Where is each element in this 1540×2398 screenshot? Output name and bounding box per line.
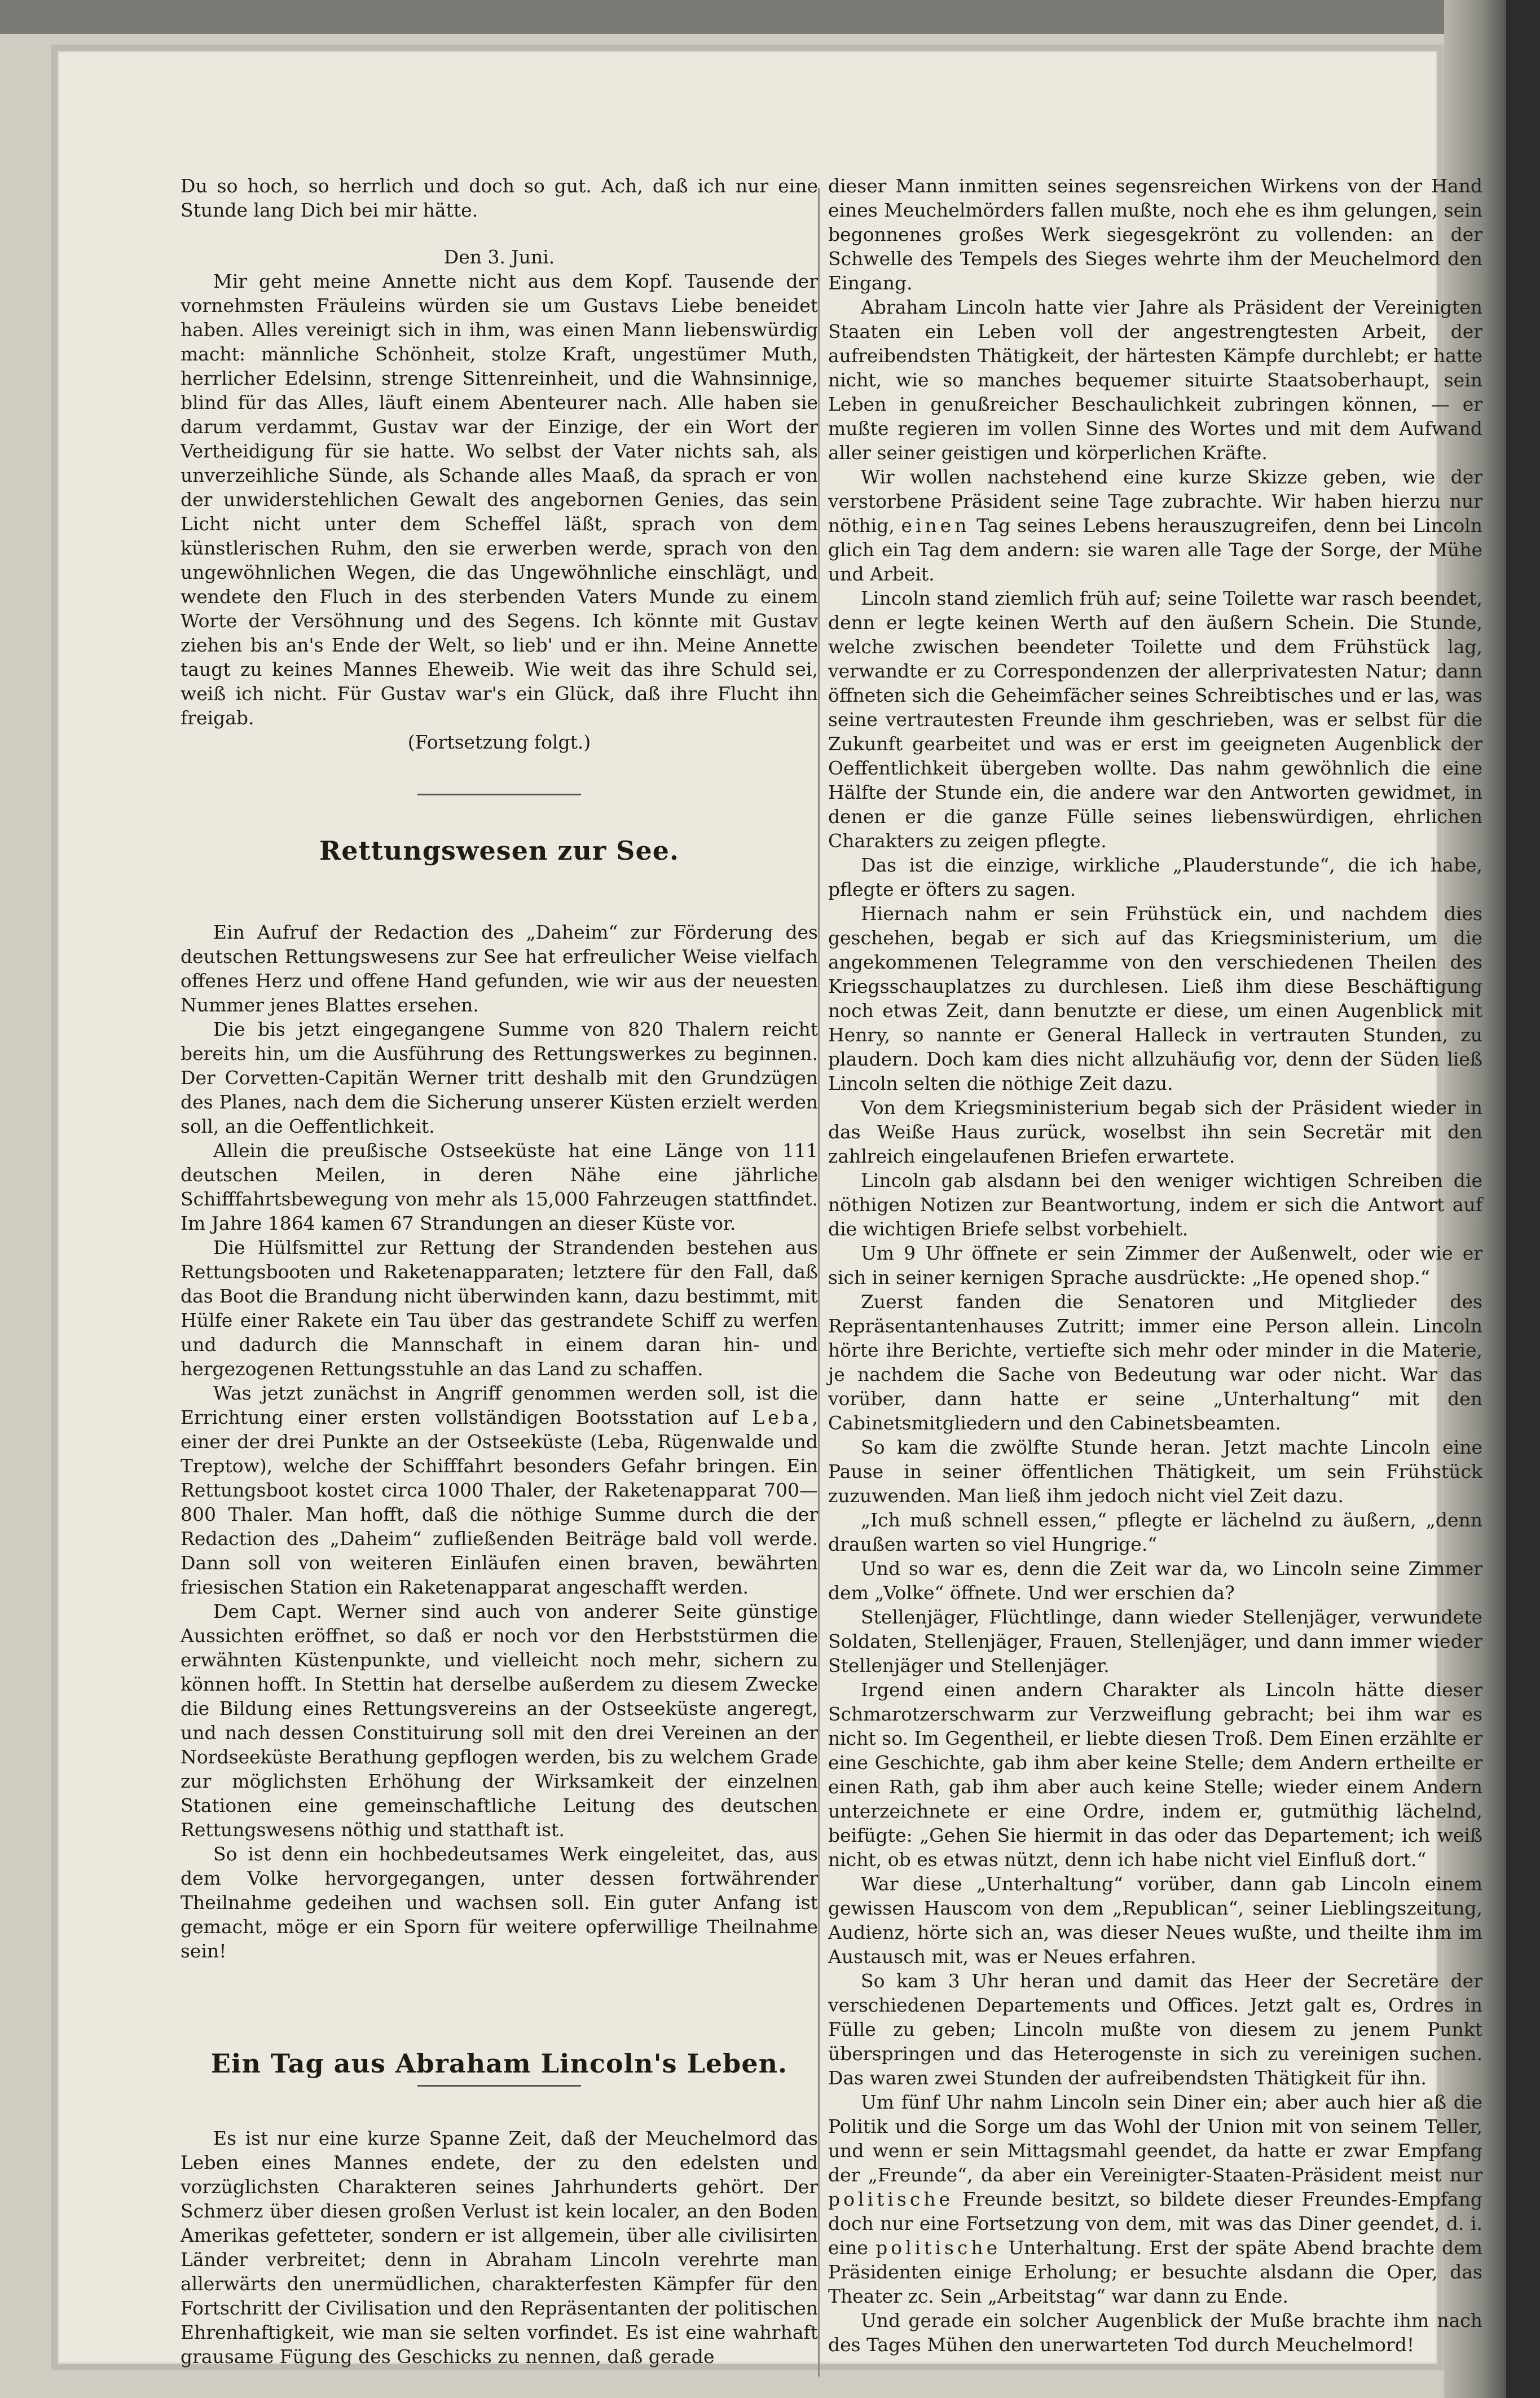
diary-paragraph: Mir geht meine Annette nicht aus dem Kopf. Tausende der vornehmsten Fräuleins würden sie um Gustavs Liebe beneidet haben. Alles vereinigt sich in ihm, was einen Mann liebenswürdig macht: männliche Schönheit, stolze Kraft, ungestümer Muth, herrlicher Edelsinn, strenge Sittenreinheit, und die Wahnsinnige, blind für das Alles, läuft einem Abenteurer nach. Alle haben sie darum verdammt, Gustav war der Einzige, der ein Wort der Vertheidigung für sie hatte. Wo selbst der Vater nichts sah, als unverzeihliche Sünde, als Schande alles Maaß, da sprach er von der unwiderstehlichen Gewalt des angebornen Genies, das sein Licht nicht unter dem Scheffel läßt, sprach von dem künstlerischen Ruhm, den sie erwerben werde, sprach von den ungewöhnlichen Wegen, die das Ungewöhnliche einschlägt, und wendete den Fluch in des sterbenden Vaters Munde zu einem Worte der Versöhnung und des Segens. Ich könnte mit Gustav ziehen bis an's Ende der Welt, so lieb' und er ihn. Meine Annette taugt zu keines Mannes Eheweib. Wie weit das ihre Schuld sei, weiß ich nicht. Für Gustav war's ein Glück, daß ihre Flucht ihn freigab. bbox=[181, 270, 818, 729]
lincoln-paragraph: Es ist nur eine kurze Spanne Zeit, daß der Meuchelmord das Leben eines Mannes endete, der zu den edelsten und vorzüglichsten Charakteren seines Jahrhunderts gehört. Der Schmerz über diesen großen Verlust ist kein localer, an den Boden Amerikas gefetteter, sondern er ist allgemein, über alle civilisirten Länder verbreitet; denn in Abraham Lincoln verehrte man allerwärts den unermüdlichen, charakterfesten Kämpfer für den Fortschritt der Civilisation und den Repräsentanten der politischen Ehrenhaftigkeit, wie man sie selten vorfindet. Es ist eine wahrhaft grausame Fügung des Geschicks zu nennen, daß gerade bbox=[181, 2127, 818, 2368]
text-run: Tag seines Lebens herauszugreifen, denn bei Lincoln glich ein Tag dem andern: sie waren alle Tage der Sorge, der Mühe und Arbeit. bbox=[828, 514, 1482, 585]
heading-underline bbox=[417, 2085, 581, 2087]
article-heading-lincoln: Ein Tag aus Abraham Lincoln's Leben. bbox=[210, 2048, 788, 2079]
section-divider bbox=[417, 794, 581, 795]
lincoln-paragraph: War diese „Unterhaltung“ vorüber, dann gab Lincoln einem gewissen Hauscom von dem „Republican“, seiner Lieblingszeitung, Audienz, hörte sich an, was dieser Neues wußte, und theilte ihm im Austausch mit, was er Neues erfahren. bbox=[828, 1873, 1482, 1968]
lincoln-paragraph: Stellenjäger, Flüchtlinge, dann wieder Stellenjäger, verwundete Soldaten, Stellenjäger, Frauen, Stellenjäger, und dann immer wieder Stellenjäger und Stellenjäger. bbox=[828, 1606, 1482, 1677]
rettung-paragraph bbox=[181, 1381, 818, 1599]
rettung-paragraph: So ist denn ein hochbedeutsames Werk eingeleitet, das, aus dem Volke hervorgegangen, unter dessen fortwährender Theilnahme gedeihen und wachsen soll. Ein guter Anfang ist gemacht, möge er ein Sporn für weitere opferwillige Theilnahme sein! bbox=[181, 1843, 818, 1962]
diary-date: Den 3. Juni. bbox=[443, 246, 555, 268]
rettung-paragraph: Die bis jetzt eingegangene Summe von 820 Thalern reicht bereits hin, um die Ausführung des Rettungswerkes zu beginnen. Der Corvetten-Capitän Werner tritt deshalb mit den Grundzügen des Planes, nach dem die Sicherung unserer Küsten erzielt werden soll, an die Oeffentlichkeit. bbox=[181, 1018, 818, 1137]
lincoln-paragraph: Um 9 Uhr öffnete er sein Zimmer der Außenwelt, oder wie er sich in seiner kernigen Sprache ausdrückte: „He opened shop.“ bbox=[828, 1242, 1482, 1288]
text-run: Unterhaltung. Erst der späte Abend brachte dem Präsidenten einige Erholung; er besuchte alsdann die Oper, das Theater zc. Sein „Arbeitstag“ war dann zu Ende. bbox=[828, 2237, 1482, 2307]
spaced-text: Leba bbox=[752, 1406, 812, 1428]
lincoln-paragraph: „Ich muß schnell essen,“ pflegte er lächelnd zu äußern, „denn draußen warten so viel Hungrige.“ bbox=[828, 1509, 1482, 1555]
lincoln-paragraph: So kam die zwölfte Stunde heran. Jetzt machte Lincoln eine Pause in seiner öffentlichen Thätigkeit, um sein Frühstück zuzuwenden. Man ließ ihm jedoch nicht viel Zeit dazu. bbox=[828, 1436, 1482, 1507]
lincoln-paragraph bbox=[828, 465, 1482, 586]
lincoln-paragraph: Abraham Lincoln hatte vier Jahre als Präsident der Vereinigten Staaten ein Leben voll der angestrengtesten Arbeit, der aufreibendsten Thätigkeit, der härtesten Kämpfe durchlebt; er hatte nicht, wie so manches bequemer situirte Staatsoberhaupt, sein Leben in genußreicher Beschaulichkeit zubringen können, — er mußte regieren im vollen Sinne des Wortes und mit dem Aufwand aller seiner geistigen und körperlichen Kräfte. bbox=[828, 296, 1482, 464]
rettung-paragraph: Ein Aufruf der Redaction des „Daheim“ zur Förderung des deutschen Rettungswesens zur See hat erfreulicher Weise vielfach offenes Herz und offene Hand gefunden, wie wir aus der neuesten Nummer jenes Blattes ersehen. bbox=[181, 921, 818, 1016]
column-divider bbox=[818, 188, 820, 2377]
rettung-paragraph: Dem Capt. Werner sind auch von anderer Seite günstige Aussichten eröffnet, so daß er noch vor den Herbststürmen die erwähnten Küstenpunkte, und vielleicht noch mehr, sichern zu können hofft. In Stettin hat derselbe außerdem zu diesem Zwecke die Bildung eines Rettungsvereins an der Ostseeküste angeregt, und nach dessen Constituirung soll mit den drei Vereinen an der Nordseeküste Berathung gepflogen werden, bis zu welchem Grade zur möglichsten Erhöhung der Wirksamkeit der einzelnen Stationen eine gemeinschaftliche Leitung des deutschen Rettungswesens nöthig und statthaft ist. bbox=[181, 1600, 818, 1841]
lincoln-paragraph: Lincoln gab alsdann bei den weniger wichtigen Schreiben die nöthigen Notizen zur Beantwortung, indem er sich die Antwort auf die wichtigen Briefe selbst vorbehielt. bbox=[828, 1169, 1482, 1240]
article-heading-rettungswesen: Rettungswesen zur See. bbox=[319, 835, 679, 866]
lincoln-paragraph: Und gerade ein solcher Augenblick der Muße brachte ihm nach des Tages Mühen den unerwarteten Tod durch Meuchelmord! bbox=[828, 2309, 1482, 2356]
lincoln-paragraph: Das ist die einzige, wirkliche „Plauderstunde“, die ich habe, pflegte er öfters zu sagen. bbox=[828, 854, 1482, 900]
spaced-text: politische bbox=[875, 2237, 1001, 2259]
text-run: Um fünf Uhr nahm Lincoln sein Diner ein; aber auch hier aß die Politik und die Sorge um das Wohl der Union mit von seinem Teller, und wenn er sein Mittagsmahl geendet, da hatte er zwar Empfang der „Freunde“, da aber ein Vereinigter-Staaten-Präsident meist nur bbox=[828, 2091, 1482, 2186]
lincoln-paragraph: Von dem Kriegsministerium begab sich der Präsident wieder in das Weiße Haus zurück, woselbst ihn sein Secretär mit den zahlreich eingelaufenen Briefen erwartete. bbox=[828, 1097, 1482, 1167]
lincoln-paragraph bbox=[828, 2090, 1482, 2308]
continued-note: (Fortsetzung folgt.) bbox=[407, 731, 591, 753]
rettung-paragraph: Die Hülfsmittel zur Rettung der Strandenden bestehen aus Rettungsbooten und Raketenapparaten; letztere für den Fall, daß das Boot die Brandung nicht überwinden kann, dazu bestimmt, mit Hülfe einer Rakete ein Tau über das gestrandete Schiff zu werfen und dadurch die Mannschaft in einem daran hin- und hergezogenen Rettungsstuhle an das Land zu schaffen. bbox=[181, 1237, 818, 1380]
lincoln-paragraph: So kam 3 Uhr heran und damit das Heer der Secretäre der verschiedenen Departements und Offices. Jetzt galt es, Ordres in Fülle zu geben; Lincoln mußte von diesem zu jenem Punkt überspringen und das Heterogenste in sich zu vereinigen suchen. Das waren zwei Stunden der aufreibendsten Thätigkeit für ihn. bbox=[828, 1970, 1482, 2089]
lincoln-paragraph: Lincoln stand ziemlich früh auf; seine Toilette war rasch beendet, denn er legte keinen Werth auf den äußern Schein. Die Stunde, welche zwischen beendeter Toilette und dem Frühstück lag, verwandte er zu Correspondenzen der allerprivatesten Natur; dann öffneten sich die Geheimfächer seines Schreibtisches und er las, was seine vertrautesten Freunde ihm geschrieben, was er selbst für die Zukunft gearbeitet und was er erst im geeigneten Augenblick der Oeffentlichkeit übergeben wollte. Das nahm gewöhnlich die eine Hälfte der Stunde ein, die andere war den Antworten gewidmet, in denen er die ganze Fülle seines liebenswürdigen, ehrlichen Charakters zu zeigen pflegte. bbox=[828, 587, 1482, 852]
diary-intro-paragraph: Du so hoch, so herrlich und doch so gut. Ach, daß ich nur eine Stunde lang Dich bei mir hätte. bbox=[181, 175, 818, 221]
lincoln-paragraph: Hiernach nahm er sein Frühstück ein, und nachdem dies geschehen, begab er sich auf das Kriegsministerium, um die angekommenen Telegramme von den verschiedenen Theilen des Kriegsschauplatzes zu durchlesen. Ließ ihm diese Beschäftigung noch etwas Zeit, dann benutzte er diese, um einen Augenblick mit Henry, so nannte er General Halleck in vertrauten Stunden, zu plaudern. Doch kam dies nicht allzuhäufig vor, denn der Süden ließ Lincoln selten die nöthige Zeit dazu. bbox=[828, 903, 1482, 1094]
text-run: , einer der drei Punkte an der Ostseeküste (Leba, Rügenwalde und Treptow), welche der Schifffahrt besonders Gefahr bringen. Ein Rettungsboot kostet circa 1000 Thaler, der Raketenapparat 700—800 Thaler. Man hofft, daß die nöthige Summe durch die der Redaction des „Daheim“ zufließenden Beiträge bald voll werde. Dann soll von weiteren Einläufen einen braven, bewährten friesischen Station ein Raketenapparat angeschafft werden. bbox=[181, 1406, 818, 1598]
spaced-text: politische bbox=[828, 2188, 954, 2210]
lincoln-paragraph: Irgend einen andern Charakter als Lincoln hätte dieser Schmarotzerschwarm zur Verzweiflung gebracht; bei ihm war es nicht so. Im Gegentheil, er liebte diesen Troß. Dem Einen erzählte er eine Geschichte, gab ihm aber keine Stelle; dem Andern ertheilte er einen Rath, gab ihm aber auch keine Stelle; wieder einem Andern unterzeichnete er eine Ordre, indem er, gutmüthig lächelnd, beifügte: „Gehen Sie hiermit in das oder das Departement; ich weiß nicht, ob es etwas nützt, denn ich habe nicht viel Einfluß dort.“ bbox=[828, 1679, 1482, 1871]
lincoln-paragraph: dieser Mann inmitten seines segensreichen Wirkens von der Hand eines Meuchelmörders fallen mußte, noch ehe es ihm gelungen, sein begonnenes großes Werk siegesgekrönt zu vollenden: an der Schwelle des Tempels des Sieges wehrte ihm der Meuchelmord den Eingang. bbox=[828, 175, 1482, 294]
text-run: Wir wollen nachstehend eine kurze Skizze geben, wie der verstorbene Präsident seine Tage zubrachte. Wir haben hierzu nur nöthig, bbox=[828, 466, 1482, 536]
lincoln-paragraph: Und so war es, denn die Zeit war da, wo Lincoln seine Zimmer dem „Volke“ öffnete. Und wer erschien da? bbox=[828, 1557, 1482, 1604]
left-column bbox=[181, 174, 818, 2369]
newspaper-page bbox=[59, 52, 1482, 2368]
text-run: Was jetzt zunächst in Angriff genommen werden soll, ist die Errichtung einer ersten vollständigen Bootsstation auf bbox=[181, 1382, 818, 1428]
lincoln-paragraph: Zuerst fanden die Senatoren und Mitglieder des Repräsentantenhauses Zutritt; immer eine Person allein. Lincoln hörte ihre Berichte, vertiefte sich mehr oder minder in die Materie, je nachdem die Sache von Bedeutung war oder nicht. War das vorüber, dann hatte er seine „Unterhaltung“ mit den Cabinetsmitgliedern und den Cabinetsbeamten. bbox=[828, 1291, 1482, 1434]
text-run: Freunde besitzt, so bildete dieser Freundes-Empfang doch nur eine Fortsetzung von dem, mit was das Diner geendet, d. i. eine bbox=[828, 2188, 1482, 2259]
right-column bbox=[828, 174, 1482, 2357]
rettung-paragraph: Allein die preußische Ostseeküste hat eine Länge von 111 deutschen Meilen, in deren Nähe eine jährliche Schifffahrtsbewegung von mehr als 15,000 Fahrzeugen stattfindet. Im Jahre 1864 kamen 67 Strandungen an dieser Küste vor. bbox=[181, 1139, 818, 1234]
spaced-text: einen bbox=[901, 514, 970, 536]
